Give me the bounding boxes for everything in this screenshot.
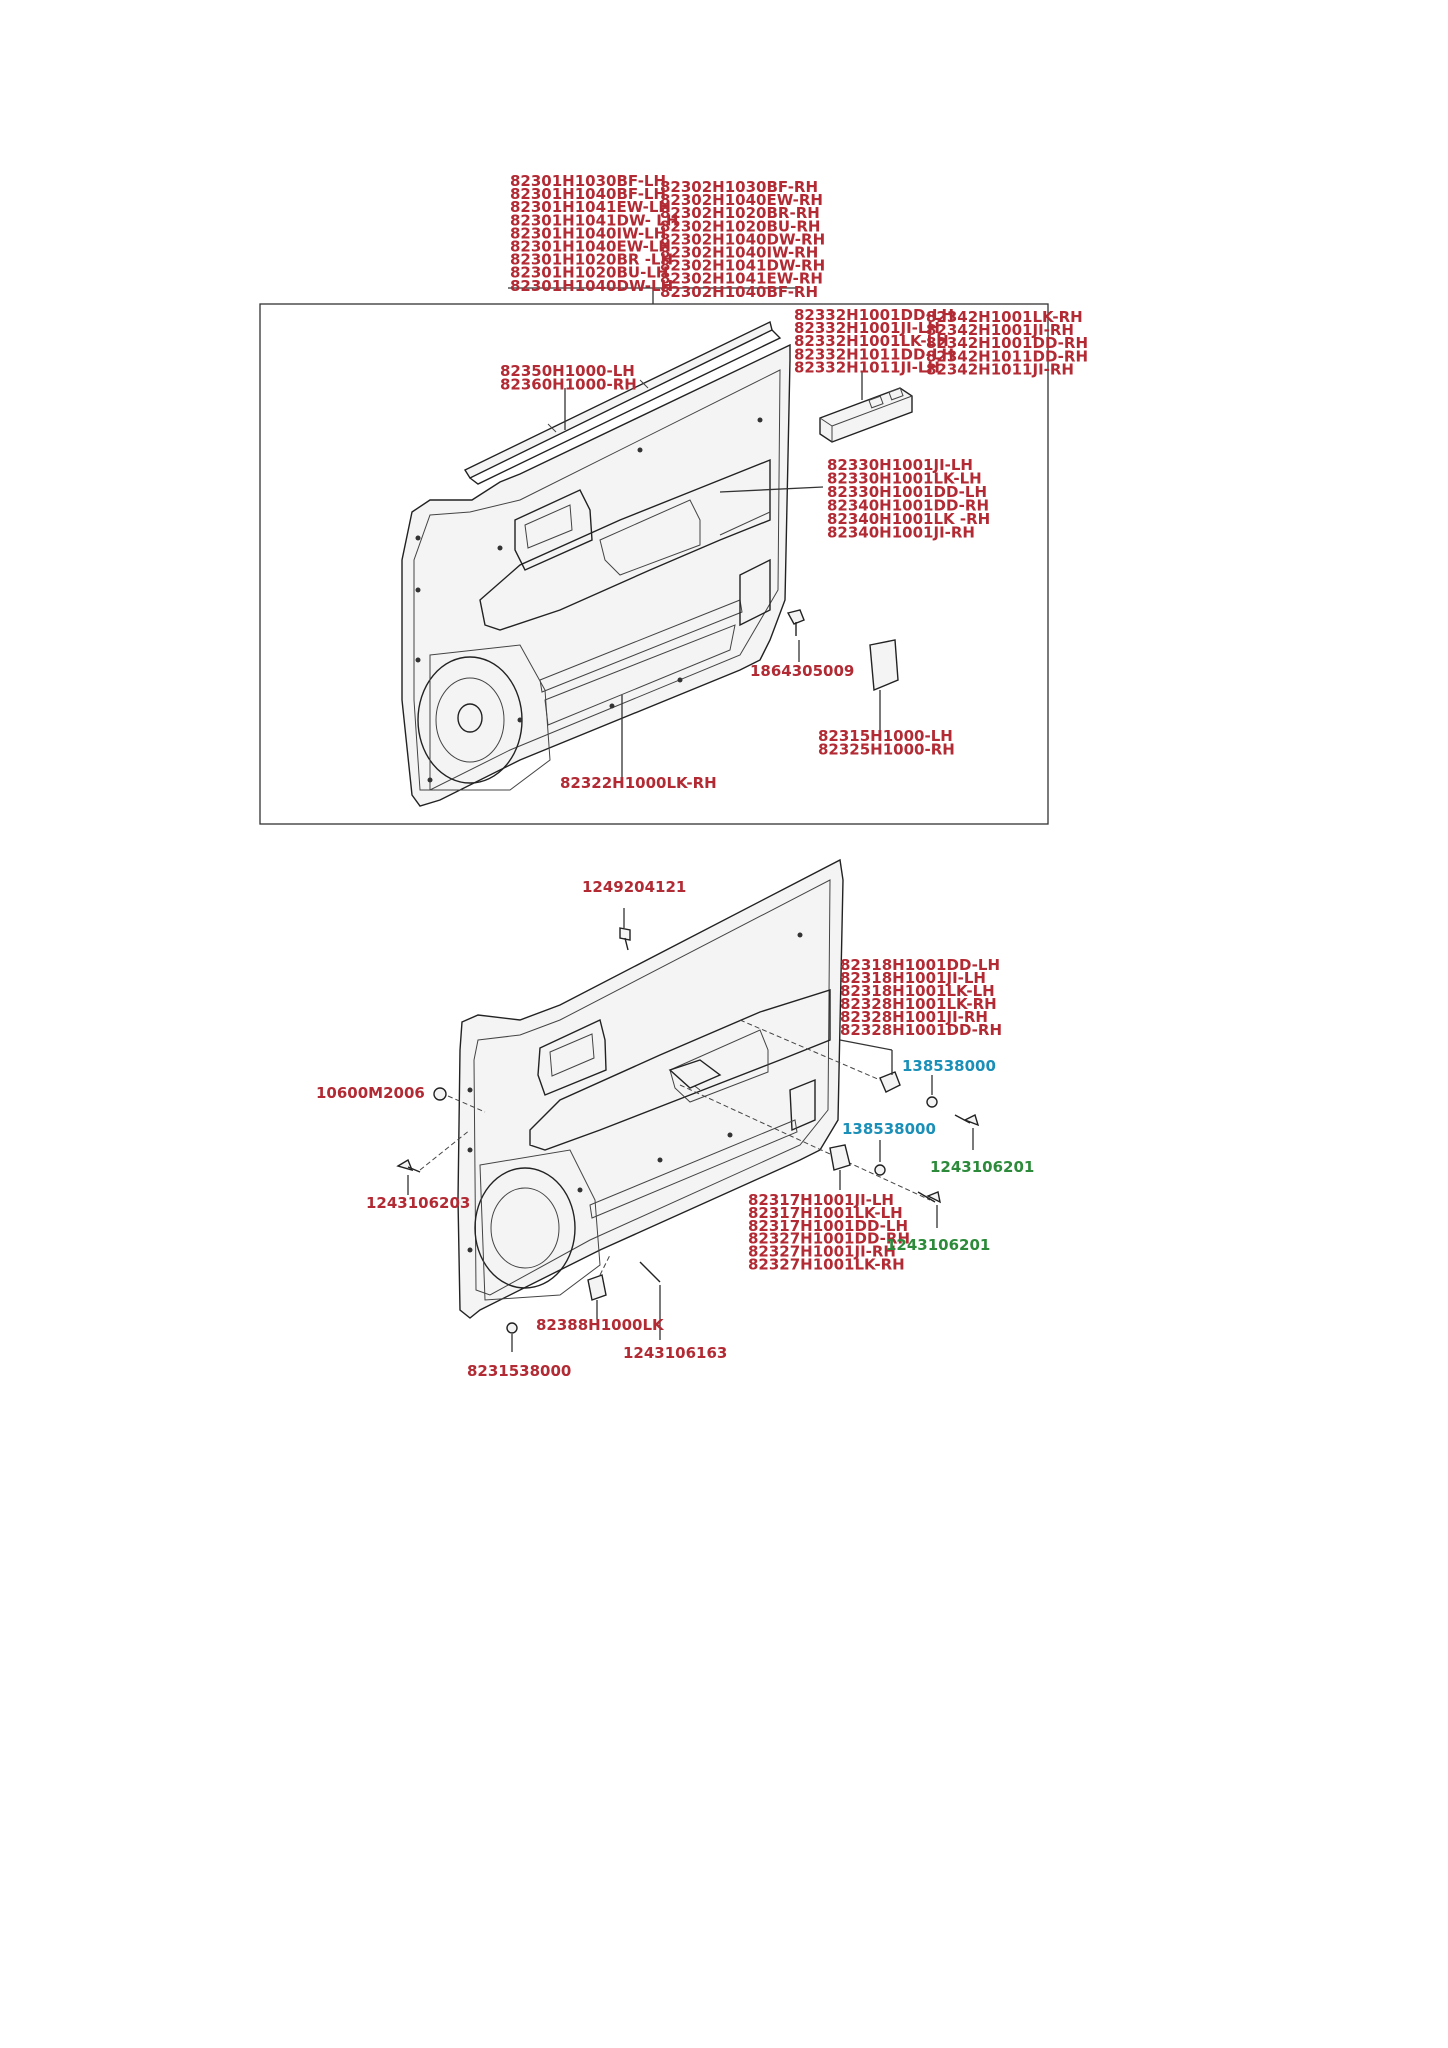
part-number-label: 82318H1001DD-LH: [840, 956, 1001, 974]
pocket-labels: [560, 774, 717, 792]
part-number-label: 82330H1001LK-LH: [827, 469, 982, 488]
top-door-panel-diagram: [260, 172, 1088, 824]
cover-labels: [818, 727, 955, 759]
armrest-labels: [827, 456, 990, 542]
part-number-label: 82340H1001DD-RH: [827, 496, 989, 515]
cap-upper-labels: [902, 1057, 996, 1075]
part-number-label: 82318H1001LK-LH: [840, 982, 995, 1000]
nut-left-labels: [316, 1084, 425, 1102]
bracket-labels: [840, 956, 1002, 1039]
part-number-label: 82302H1040EW-RH: [660, 191, 823, 210]
part-number-label: 82342H1001DD-RH: [926, 334, 1088, 353]
part-number-label: 82342H1011JI-RH: [926, 360, 1074, 379]
part-number-label: 82350H1000-LH: [500, 362, 635, 380]
switch-rh-labels: [926, 308, 1088, 378]
part-number-label: 82301H1040BF-LH: [510, 185, 667, 204]
screw-lower-labels: [886, 1236, 990, 1254]
part-number-label: 82332H1001JI-LH: [794, 319, 940, 338]
fastener-8231538000-drawing: [507, 1323, 517, 1352]
part-number-label: 82332H1011DD-LH: [794, 345, 955, 364]
part-number-label: 82302H1041EW-RH: [660, 269, 823, 288]
part-number-label: 82340H1001JI-RH: [827, 523, 975, 542]
part-number-label: 1243106163: [623, 1344, 728, 1362]
part-number-label: 82332H1011JI-LH: [794, 358, 940, 377]
part-number-label: 82340H1001LK -RH: [827, 510, 991, 528]
screw-top-labels: [582, 878, 686, 896]
cover-drawing: [870, 640, 898, 730]
trim-rh-labels: [660, 178, 825, 301]
part-number-label: 82301H1020BR -LH: [510, 250, 674, 269]
part-number-label: 82318H1001JI-LH: [840, 969, 986, 987]
screw-left-labels: [366, 1194, 470, 1212]
part-number-label: 82327H1001JI-RH: [748, 1242, 896, 1261]
part-number-label: 82301H1030BF-LH: [510, 172, 667, 190]
part-number-label: 82317H1001DD-LH: [748, 1216, 909, 1235]
part-number-label: 1249204121: [582, 878, 687, 896]
part-number-label: 82302H1020BU-RH: [660, 217, 821, 236]
bracket-leader: [840, 1040, 892, 1050]
part-number-label: 82302H1020BR-RH: [660, 204, 820, 223]
part-number-label: 82330H1001DD-LH: [827, 483, 988, 501]
part-number-label: 82330H1001JI-LH: [827, 456, 973, 474]
part-number-label: 82342H1001JI-RH: [926, 321, 1074, 340]
part-number-label: 82301H1040EW-LH: [510, 237, 671, 256]
part-number-label: 1243106201: [930, 1158, 1035, 1176]
part-number-label: 82301H1040IW-LH: [510, 224, 667, 243]
part-number-label: 82315H1000-LH: [818, 727, 953, 745]
part-number-label: 82332H1001DD-LH: [794, 306, 955, 324]
cap-lower-labels: [842, 1120, 936, 1138]
part-number-label: 82342H1001LK-RH: [926, 308, 1083, 326]
part-number-label: 82301H1041DW- LH: [510, 211, 679, 230]
screw-upper-labels: [930, 1158, 1034, 1176]
part-number-label: 1864305009: [750, 662, 855, 680]
part-number-label: 82302H1040DW-RH: [660, 230, 826, 249]
part-number-label: 82327H1001DD-RH: [748, 1229, 910, 1248]
retainer-labels: [536, 1316, 665, 1334]
part-number-label: 82302H1040IW-RH: [660, 243, 819, 262]
part-number-label: 82325H1000-RH: [818, 740, 955, 759]
part-number-label: 10600M2006: [316, 1084, 425, 1102]
part-number-label: 82342H1011DD-RH: [926, 347, 1088, 366]
part-number-label: 82328H1001JI-RH: [840, 1008, 988, 1026]
part-number-label: 82327H1001LK-RH: [748, 1255, 905, 1274]
part-number-label: 1243106201: [886, 1236, 991, 1254]
part-number-label: 82301H1040DW-LH: [510, 276, 674, 295]
grip-labels: [748, 1191, 910, 1274]
part-number-label: 82301H1020BU-LH: [510, 263, 669, 282]
fastener-bottom-labels: [467, 1362, 571, 1380]
window-switch-drawing: [820, 372, 912, 442]
part-number-label: 82322H1000LK-RH: [560, 774, 717, 792]
part-number-label: 82317H1001JI-LH: [748, 1191, 894, 1209]
part-number-label: 8231538000: [467, 1362, 572, 1380]
part-number-label: 138538000: [902, 1057, 996, 1075]
part-number-label: 82302H1041DW-RH: [660, 256, 826, 275]
part-number-label: 82328H1001DD-RH: [840, 1021, 1002, 1039]
part-number-label: 82301H1041EW-LH: [510, 198, 671, 217]
part-number-label: 82332H1001LK-LH: [794, 332, 949, 351]
bottom-door-panel-diagram: [316, 860, 1034, 1380]
clip-labels: [750, 662, 854, 680]
part-number-label: 82302H1030BF-RH: [660, 178, 819, 196]
trim-lh-labels: [510, 172, 678, 295]
part-number-label: 1243106203: [366, 1194, 471, 1212]
part-number-label: 82302H1040BF-RH: [660, 282, 819, 301]
screw-1249204121-drawing: [620, 908, 630, 950]
screw-bottom-labels: [623, 1344, 727, 1362]
part-number-label: 82360H1000-RH: [500, 375, 637, 394]
part-number-label: 82328H1001LK-RH: [840, 995, 997, 1013]
part-number-label: 82317H1001LK-LH: [748, 1203, 903, 1222]
part-number-label: 138538000: [842, 1120, 936, 1138]
weatherstrip-labels: [500, 362, 637, 394]
retainer-82388H1000LK-drawing: [588, 1255, 610, 1320]
clip-1864305009-drawing: [788, 610, 804, 662]
part-number-label: 82388H1000LK: [536, 1316, 664, 1334]
